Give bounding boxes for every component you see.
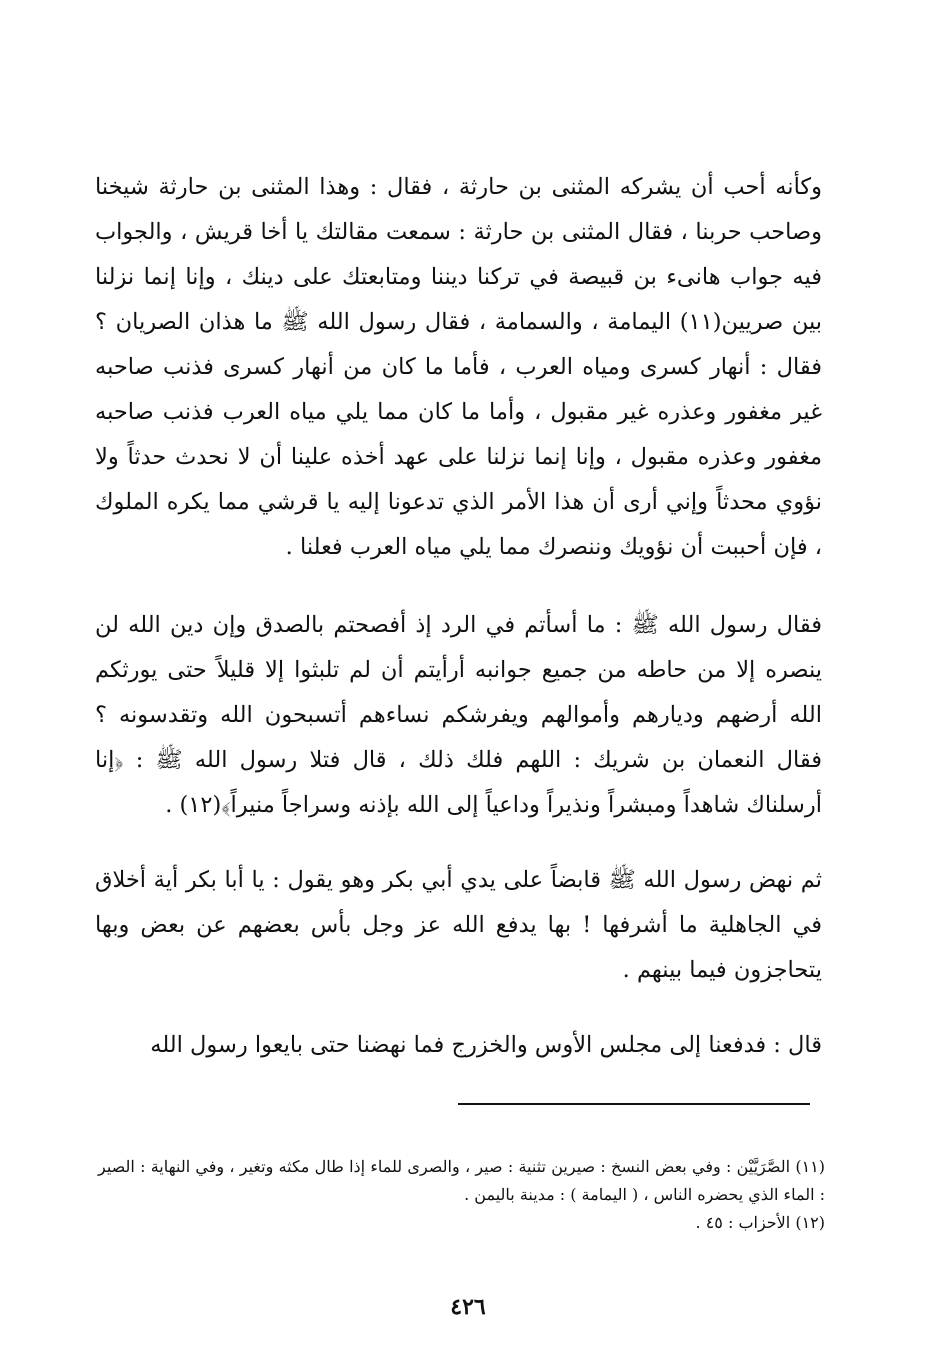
footnote-separator [458, 1103, 810, 1105]
paragraph-4: قال : فدفعنا إلى مجلس الأوس والخزرج فما نهضنا حتى بايعوا رسول الله [150, 1032, 822, 1058]
paragraph-3: ثم نهض رسول الله ﷺ قابضاً على يدي أبي بكر وهو يقول : يا أبا بكر أية أخلاق في الجاهلية ما أشرفها ! بها يدفع الله عز وجل بأس بعضهم عن بعض وبها يتحاجزون فيما بينهم . [95, 867, 822, 983]
paragraph-1: وكأنه أحب أن يشركه المثنى بن حارثة ، فقال : وهذا المثنى بن حارثة شيخنا وصاحب حربنا ، فقال المثنى بن حارثة : سمعت مقالتك يا أخا قريش ، والجواب فيه جواب هانىء بن قبيصة في تركنا ديننا ومتابعتك على دينك ، وإنا إنما نزلنا بين صريين(١١) اليمامة ، والسمامة ، فقال رسول الله ﷺ ما هذان الصريان ؟ فقال : أنهار كسرى ومياه العرب ، فأما ما كان من أنهار كسرى فذنب صاحبه غير مغفور وعذره غير مقبول ، وأما ما كان مما يلي مياه العرب فذنب صاحبه مغفور وعذره مقبول ، وإنا إنما نزلنا على عهد أخذه علينا أن لا نحدث حدثاً ولا نؤوي محدثاً وإني أرى أن هذا الأمر الذي تدعونا إليه يا قرشي مما يكره الملوك ، فإن أحببت أن نؤويك وننصرك مما يلي مياه العرب فعلنا . [95, 174, 823, 560]
footnotes [98, 1153, 825, 1237]
page-number: ٤٢٦ [450, 1294, 486, 1320]
paragraph-2: فقال رسول الله ﷺ : ما أسأتم في الرد إذ أفصحتم بالصدق وإن دين الله لن ينصره إلا من حاطه من جميع جوانبه أرأيتم أن لم تلبثوا إلا قليلاً حتى يورثكم الله أرضهم وديارهم وأموالهم ويفرشكم نساءهم أتسبحون الله وتقدسونه ؟ فقال النعمان بن شريك : اللهم فلك ذلك ، قال فتلا رسول الله ﷺ : ﴿إنا أرسلناك شاهداً ومبشراً ونذيراً وداعياً إلى الله بإذنه وسراجاً منيراً﴾(١٢) . [95, 612, 822, 818]
footnote-11: (١١) الصَّرَيَّيْن : وفي بعض النسخ : صيرين تثنية : صير ، والصرى للماء إذا طال مكثه وتغير ، وفي النهاية : الصير : الماء الذي يحضره الناس ، ( اليمامة ) : مدينة باليمن . [98, 1157, 826, 1204]
footnote-12: (١٢) الأحزاب : ٤٥ . [695, 1213, 825, 1232]
